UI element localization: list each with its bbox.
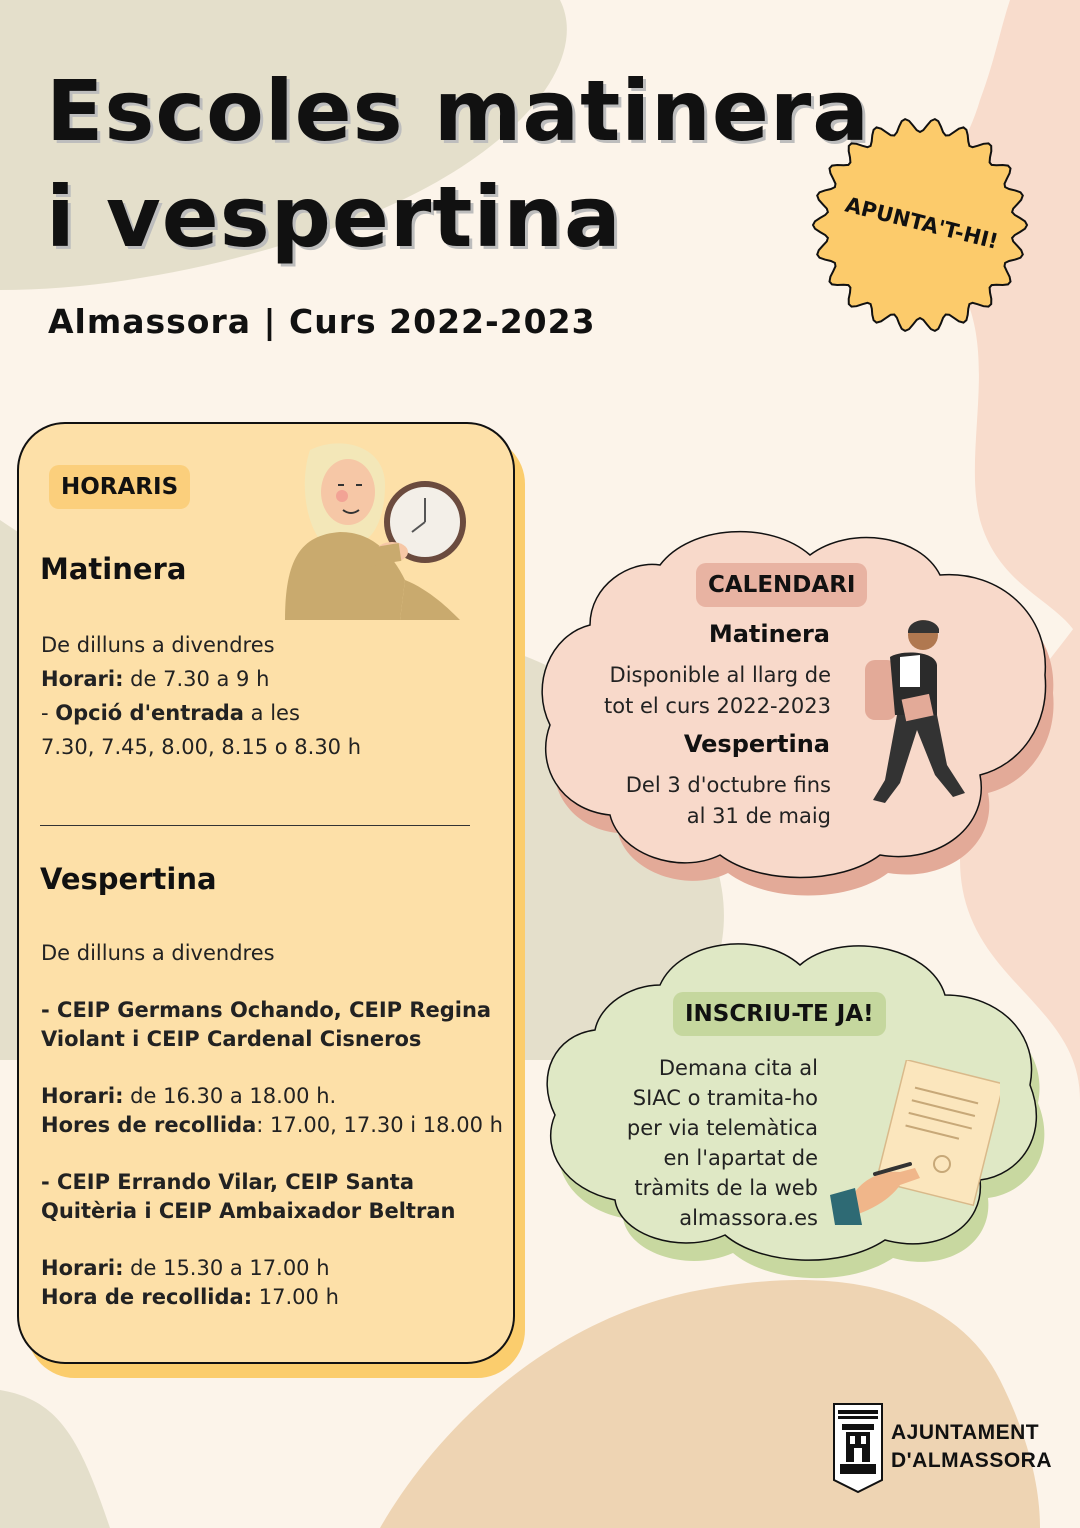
horaris-badge: HORARIS <box>49 465 190 509</box>
vespertina-heading: Vespertina <box>40 862 217 896</box>
inscriu-line: Demana cita al <box>658 1056 818 1080</box>
opcio-prefix: - <box>41 701 56 725</box>
matinera-line-2: tot el curs 2022-2023 <box>604 694 831 718</box>
inscriu-line: en l'apartat de <box>663 1146 818 1170</box>
opcio-label: Opció d'entrada <box>55 701 244 725</box>
document-sign-illustration <box>830 1060 1000 1230</box>
horari-value: de 7.30 a 9 h <box>123 667 270 691</box>
student-illustration <box>855 615 975 815</box>
logo-line-1: AJUNTAMENT <box>891 1421 1040 1444</box>
inscriu-badge: INSCRIU-TE JA! <box>673 992 886 1036</box>
ajuntament-logo-text <box>891 1419 1052 1475</box>
recollida-label: Hora de recollida: <box>41 1285 253 1309</box>
horari-label: Horari: <box>41 667 124 691</box>
inscriu-line: SIAC o tramita-ho <box>632 1086 818 1110</box>
group2-horari <box>41 1254 503 1283</box>
calendari-vespertina-heading: Vespertina <box>683 730 830 758</box>
group1-schools: - CEIP Germans Ochando, CEIP Regina Violant i CEIP Cardenal Cisneros <box>41 998 492 1051</box>
subtitle: Almassora | Curs 2022-2023 <box>48 302 596 341</box>
sticker-badge <box>800 110 1040 340</box>
calendari-matinera-text <box>604 660 831 722</box>
recollida-value: : 17.00, 17.30 i 18.00 h <box>256 1113 503 1137</box>
vespertina-days: De dilluns a divendres <box>41 941 275 965</box>
horari-label: Horari: <box>41 1256 124 1280</box>
title-line-2: i vespertina <box>46 168 622 266</box>
group1-recollida <box>41 1111 503 1140</box>
matinera-details <box>41 628 481 764</box>
woman-clock-illustration <box>280 440 480 625</box>
inscriu-text <box>627 1053 818 1233</box>
ajuntament-crest-icon <box>832 1402 884 1494</box>
logo-line-2: D'ALMASSORA <box>891 1449 1052 1472</box>
group2-schools: - CEIP Errando Vilar, CEIP Santa Quitèria i CEIP Ambaixador Beltran <box>41 1170 456 1223</box>
vespertina-line-2: al 31 de maig <box>686 804 831 828</box>
horari-label: Horari: <box>41 1084 124 1108</box>
calendari-badge: CALENDARI <box>696 563 867 607</box>
matinera-opcio <box>41 696 481 730</box>
sticker-text: APUNTA'T-HI! <box>842 192 1001 254</box>
vespertina-line-1: Del 3 d'octubre fins <box>625 773 831 797</box>
section-divider <box>40 825 470 826</box>
matinera-horari <box>41 662 481 696</box>
matinera-days: De dilluns a divendres <box>41 633 275 657</box>
matinera-times: 7.30, 7.45, 8.00, 8.15 o 8.30 h <box>41 735 362 759</box>
recollida-label: Hores de recollida <box>41 1113 257 1137</box>
page-title <box>46 58 870 270</box>
inscriu-line: per via telemàtica <box>626 1116 818 1140</box>
inscriu-line: tràmits de la web <box>634 1176 818 1200</box>
opcio-value: a les <box>243 701 300 725</box>
matinera-line-1: Disponible al llarg de <box>609 663 831 687</box>
title-line-1: Escoles matinera <box>46 62 870 160</box>
horari-value: de 16.30 a 18.00 h. <box>123 1084 337 1108</box>
calendari-matinera-heading: Matinera <box>708 620 830 648</box>
group2-recollida <box>41 1283 503 1312</box>
vespertina-details <box>41 939 503 1312</box>
horari-value: de 15.30 a 17.00 h <box>123 1256 330 1280</box>
calendari-vespertina-text <box>626 770 831 832</box>
inscriu-link[interactable]: almassora.es <box>679 1206 818 1230</box>
matinera-heading: Matinera <box>40 552 187 586</box>
group1-horari <box>41 1082 503 1111</box>
recollida-value: 17.00 h <box>252 1285 339 1309</box>
